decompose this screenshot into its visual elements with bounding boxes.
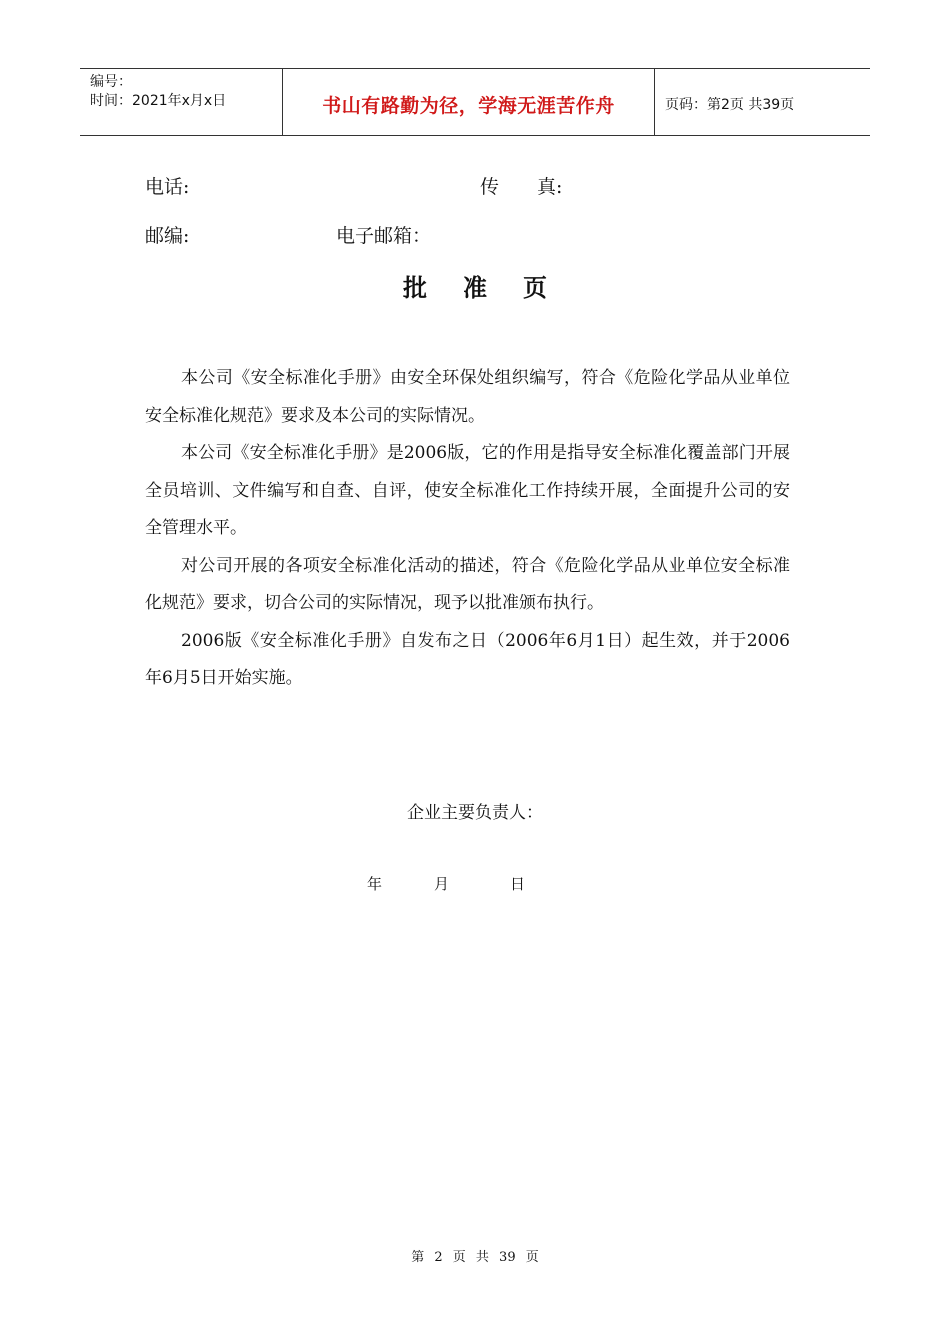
paragraph-2: 本公司《安全标准化手册》是2006版，它的作用是指导安全标准化覆盖部门开展全员培训、文件编写和自查、自评，使安全标准化工作持续开展，全面提升公司的安全管理水平。 <box>145 443 790 538</box>
phone-label: 电话: <box>145 176 190 198</box>
paragraph-3: 对公司开展的各项安全标准化活动的描述，符合《危险化学品从业单位安全标准化规范》要求，切合公司的实际情况，现予以批准颁布执行。 <box>145 555 790 613</box>
document-number-label: 编号： <box>90 74 132 90</box>
date-year: 年 <box>367 875 383 893</box>
header-motto: 书山有路勤为径，学海无涯苦作舟 <box>282 69 655 135</box>
header-page-info: 页码：第2页 共39页 <box>665 97 795 113</box>
approval-body <box>145 360 790 698</box>
paragraph-1: 本公司《安全标准化手册》由安全环保处组织编写，符合《危险化学品从业单位安全标准化规范》要求及本公司的实际情况。 <box>145 368 790 426</box>
paragraph-4: 2006版《安全标准化手册》自发布之日（2006年6月1日）起生效，并于2006年6月5日开始实施。 <box>145 630 790 688</box>
header-meta-cell <box>80 69 282 135</box>
signature-label: 企业主要负责人： <box>407 803 543 823</box>
date-month: 月 <box>434 875 450 893</box>
date-day: 日 <box>510 875 526 893</box>
email-label: 电子邮箱： <box>336 225 432 247</box>
page-footer: 第 2 页 共 39 页 <box>411 1250 539 1265</box>
fax-label: 传 真: <box>480 176 563 198</box>
header-table <box>80 68 870 136</box>
postcode-label: 邮编: <box>145 225 190 247</box>
document-time-label: 时间：2021年x月x日 <box>90 93 227 109</box>
page-title: 批准页 <box>403 273 583 302</box>
